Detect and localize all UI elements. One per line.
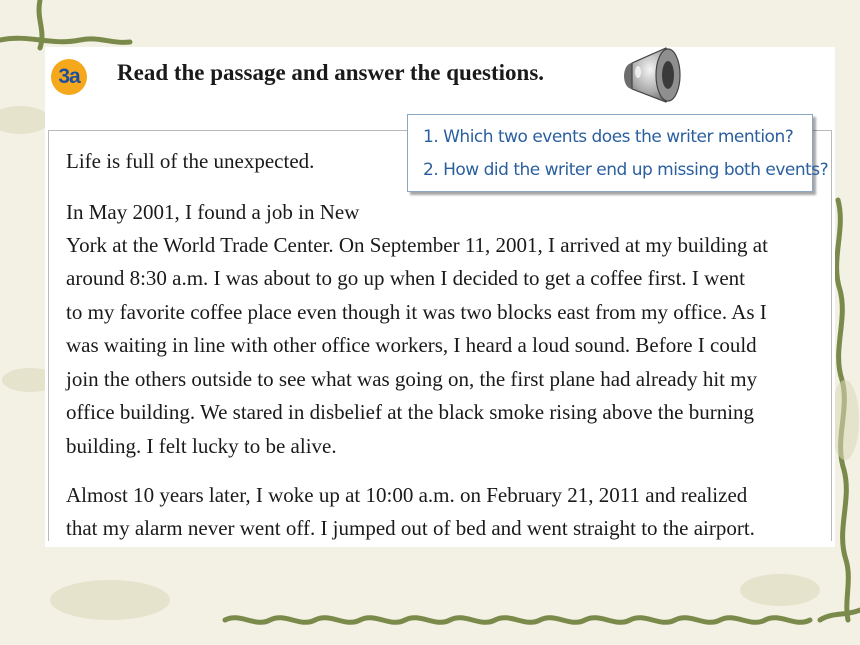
- passage-line: that my alarm never went off. I jumped out of bed and went straight to the airport.: [66, 516, 755, 540]
- speaker-icon[interactable]: [618, 44, 696, 106]
- passage-line: was waiting in line with other office workers, I heard a loud sound. Before I could: [66, 333, 757, 357]
- instruction-heading: Read the passage and answer the questions.: [117, 60, 545, 85]
- passage-line: join the others outside to see what was going on, the first plane had already hit my: [66, 367, 758, 391]
- passage-line: around 8:30 a.m. I was about to go up when I decided to get a coffee first. I went: [66, 266, 745, 290]
- passage-line: to my favorite coffee place even though it was two blocks east from my office. As I: [66, 300, 767, 324]
- passage-line: building. I felt lucky to be alive.: [66, 434, 337, 458]
- question-1: 1. Which two events does the writer mention?: [423, 127, 794, 147]
- passage-line: office building. We stared in disbelief at the black smoke rising above the burning: [66, 400, 755, 424]
- exercise-badge: 3a: [51, 59, 87, 95]
- passage-line: Almost 10 years later, I woke up at 10:00 a.m. on February 21, 2011 and realized: [66, 483, 748, 507]
- questions-box: [407, 114, 829, 192]
- passage-line: York at the World Trade Center. On September 11, 2001, I arrived at my building at: [66, 233, 768, 257]
- passage-intro: Life is full of the unexpected.: [66, 149, 315, 173]
- passage-line: In May 2001, I found a job in New: [66, 200, 360, 224]
- question-2: 2. How did the writer end up missing both events?: [423, 160, 829, 180]
